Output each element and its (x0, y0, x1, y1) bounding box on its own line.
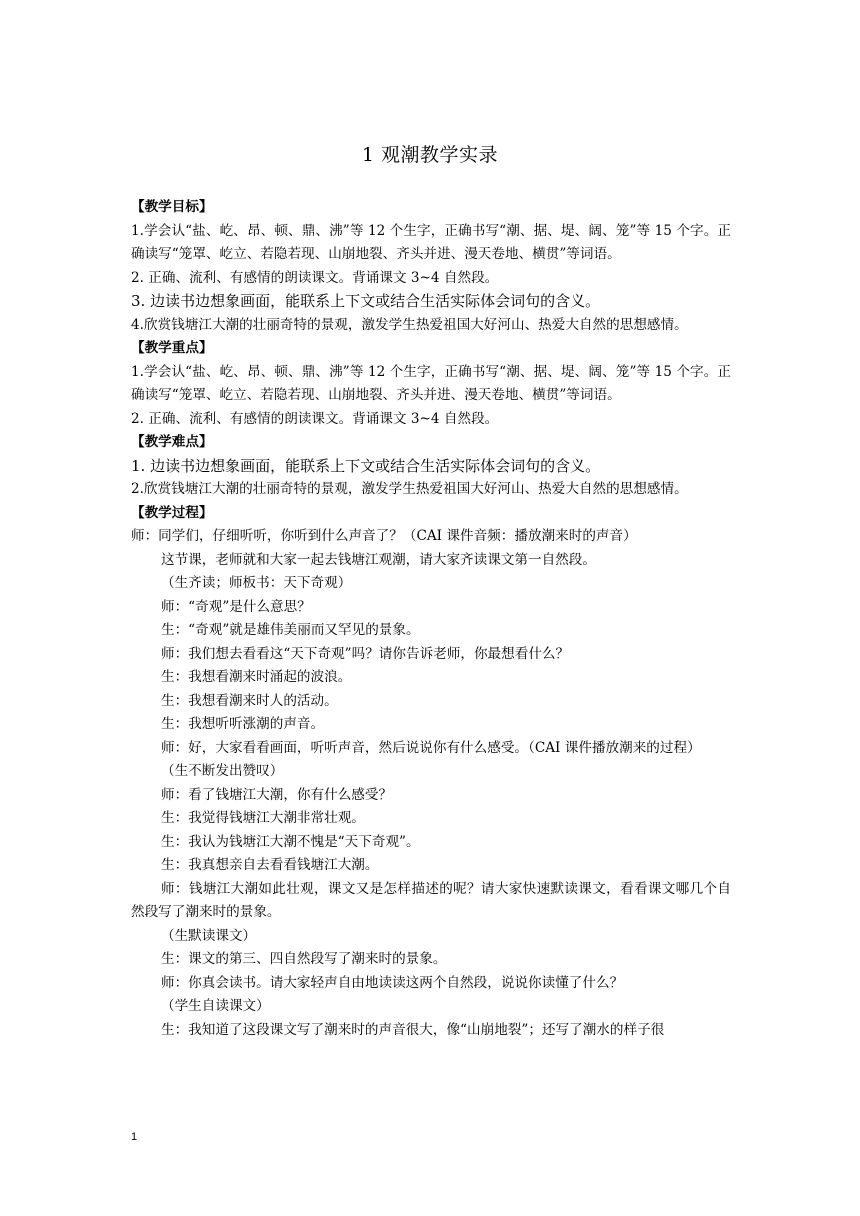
document-body (131, 196, 731, 1042)
section-heading-process: 【教学过程】 (131, 504, 213, 521)
process-line: 生：我认为钱塘江大潮不愧是“天下奇观”。 (161, 833, 420, 850)
process-line: 生：我想看潮来时人的活动。 (161, 692, 338, 709)
process-line: 生：我觉得钱塘江大潮非常壮观。 (161, 810, 365, 826)
process-line: 生：课文的第三、四自然段写了潮来时的景象。 (161, 951, 447, 967)
process-line: 师：你真会读书。请大家轻声自由地读读这两个自然段，说说你读懂了什么？ (161, 974, 624, 991)
keypoint-item: 1.学会认“盐、屹、昂、顿、鼎、沸”等 12 个生字，正确书写“潮、据、堤、阔、笼”等 15 个字。正确读写“笼罩、屹立、若隐若现、山崩地裂、齐头并进、漫天卷地、横贯”等词语。 (131, 363, 731, 403)
process-line: 生：我想看潮来时涌起的波浪。 (161, 669, 352, 685)
process-line: 生：我知道了这段课文写了潮来时的声音很大，像“山崩地裂”；还写了潮水的样子很 (161, 1021, 665, 1038)
process-line: （学生自读课文） (161, 998, 270, 1014)
process-line: 师：“奇观”是什么意思？ (161, 598, 311, 615)
goal-item: 1.学会认“盐、屹、昂、顿、鼎、沸”等 12 个生字，正确书写“潮、据、堤、阔、笼”等 15 个字。正确读写“笼罩、屹立、若隐若现、山崩地裂、齐头并进、漫天卷地、横贯”等词语。 (131, 222, 731, 262)
goal-item: 4.欣赏钱塘江大潮的壮丽奇特的景观，激发学生热爱祖国大好河山、热爱大自然的思想感情。 (131, 316, 688, 333)
process-line: 生：“奇观”就是雄伟美丽而又罕见的景象。 (161, 622, 420, 638)
process-line: 师：钱塘江大潮如此壮观，课文又是怎样描述的呢？请大家快速默读课文，看看课文哪几个自然段写了潮来时的景象。 (131, 880, 731, 920)
section-heading-keypoints: 【教学重点】 (131, 340, 213, 356)
process-line: 生：我想听听涨潮的声音。 (161, 716, 325, 732)
page-number: 1 (131, 1131, 138, 1143)
process-line: 师：同学们，仔细听听，你听到什么声音了？（CAI 课件音频：播放潮来时的声音） (131, 528, 637, 544)
section-heading-goals: 【教学目标】 (131, 199, 213, 215)
process-line: 师：我们想去看看这“天下奇观”吗？请你告诉老师，你最想看什么？ (161, 645, 570, 662)
process-line: 这节课，老师就和大家一起去钱塘江观潮，请大家齐读课文第一自然段。 (161, 551, 596, 568)
page-title: 1 观潮教学实录 (361, 144, 499, 166)
process-line: （生不断发出赞叹） (161, 763, 284, 779)
process-line: （生默读课文） (161, 927, 257, 944)
difficulty-item: 2.欣赏钱塘江大潮的壮丽奇特的景观，激发学生热爱祖国大好河山、热爱大自然的思想感情。 (131, 481, 688, 497)
process-line: 生：我真想亲自去看看钱塘江大潮。 (161, 857, 379, 873)
goal-item: 3. 边读书边想象画面，能联系上下文或结合生活实际体会词句的含义。 (131, 292, 601, 310)
goal-item: 2. 正确、流利、有感情的朗读课文。背诵课文 3~4 自然段。 (131, 269, 499, 286)
process-line: 师：好，大家看看画面，听听声音，然后说说你有什么感受。（CAI 课件播放潮来的过程） (161, 739, 701, 756)
keypoint-item: 2. 正确、流利、有感情的朗读课文。背诵课文 3~4 自然段。 (131, 410, 499, 427)
section-heading-difficulties: 【教学难点】 (131, 434, 213, 450)
process-line: （生齐读；师板书：天下奇观） (161, 575, 352, 591)
process-line: 师：看了钱塘江大潮，你有什么感受？ (161, 786, 393, 803)
difficulty-item: 1. 边读书边想象画面，能联系上下文或结合生活实际体会词句的含义。 (131, 456, 601, 475)
